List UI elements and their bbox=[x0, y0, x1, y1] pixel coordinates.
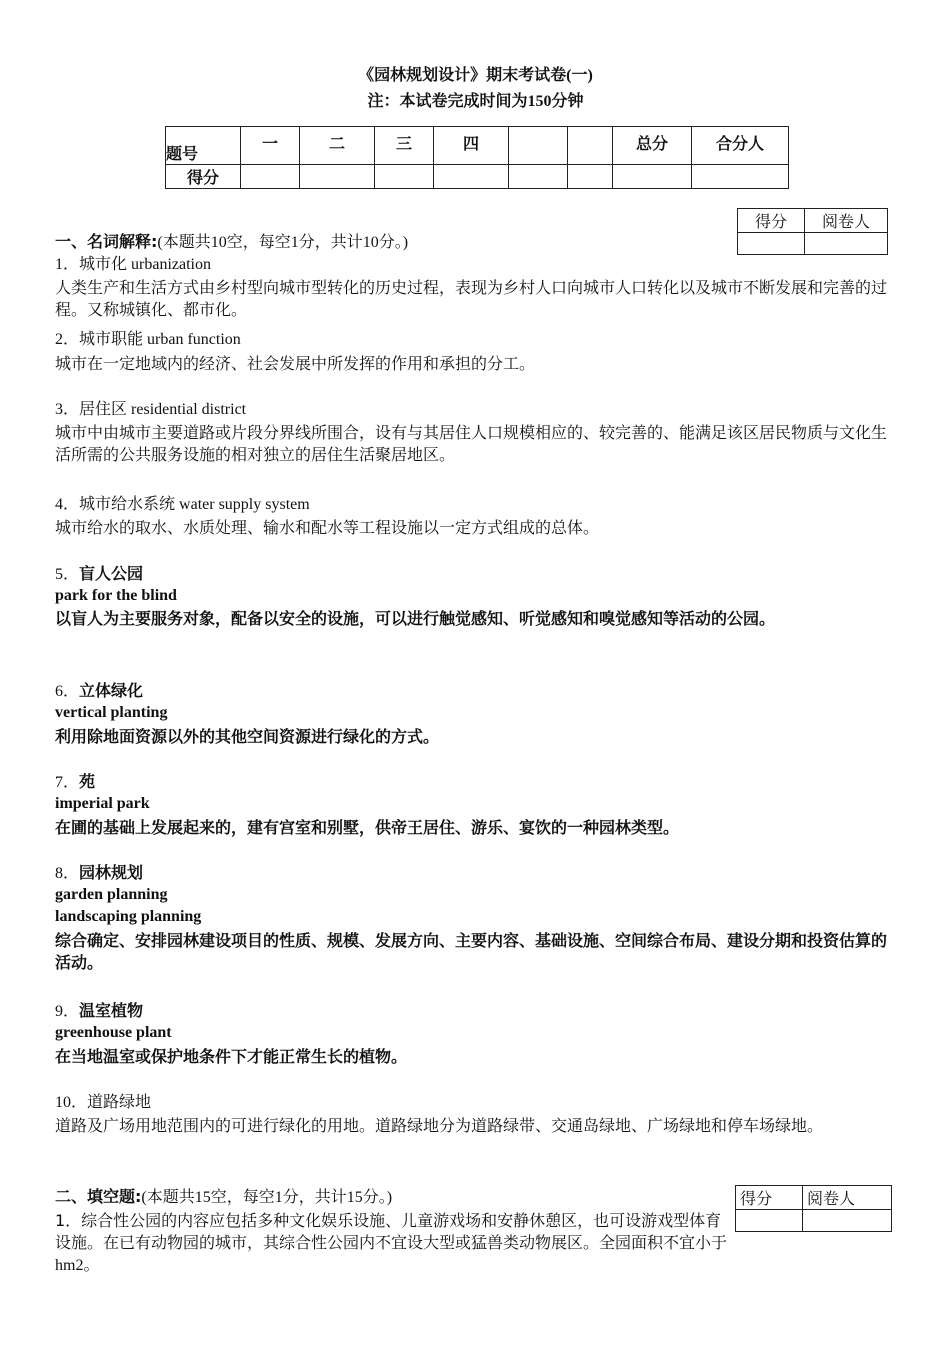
score-cell[interactable] bbox=[568, 165, 613, 189]
section2-title: 二、填空题: bbox=[55, 1187, 142, 1206]
exam-note: 注：本试卷完成时间为150分钟 bbox=[367, 93, 584, 110]
definition-5: 以盲人为主要服务对象，配备以安全的设施，可以进行触觉感知、听觉感知和嗅觉感知等活动的公园。 bbox=[55, 609, 776, 628]
definition-10: 道路及广场用地范围内的可进行绿化的用地。道路绿地分为道路绿带、交通岛绿地、广场绿地和停车场绿地。 bbox=[55, 1116, 824, 1135]
term-5: 5．盲人公园 bbox=[55, 564, 144, 583]
score-cell[interactable] bbox=[375, 165, 434, 189]
definition-6: 利用除地面资源以外的其他空间资源进行绿化的方式。 bbox=[55, 727, 440, 746]
grader-box-1 bbox=[737, 208, 888, 255]
exam-title: 《园林规划设计》期末考试卷(一) bbox=[358, 67, 593, 84]
col-2: 二 bbox=[300, 127, 375, 165]
term-8-en2: landscaping planning bbox=[55, 908, 202, 925]
score-label: 得分 bbox=[166, 165, 241, 189]
definition-2: 城市在一定地域内的经济、社会发展中所发挥的作用和承担的分工。 bbox=[55, 354, 536, 373]
grader-box-2 bbox=[735, 1185, 892, 1232]
definition-7: 在圃的基础上发展起来的，建有宫室和别墅，供帝王居住、游乐、宴饮的一种园林类型。 bbox=[55, 818, 680, 837]
term-9-en: greenhouse plant bbox=[55, 1024, 172, 1041]
grader-score-cell[interactable] bbox=[738, 233, 805, 255]
term-9: 9．温室植物 bbox=[55, 1001, 144, 1020]
section1-heading bbox=[55, 229, 408, 252]
term-8-en: garden planning bbox=[55, 886, 168, 903]
score-cell[interactable] bbox=[434, 165, 509, 189]
fill-question-1: 1．综合性公园的内容应包括多种文化娱乐设施、儿童游戏场和安静休憩区，也可设游戏型体育设施。在已有动物园的城市，其综合性公园内不宜设大型或猛兽类动物展区。全园面积不宜小于 hm2。 bbox=[55, 1211, 728, 1274]
section1-info: (本题共10空，每空1分，共计10分。) bbox=[157, 234, 409, 251]
term-1: 1．城市化 urbanization bbox=[55, 254, 211, 273]
col-3: 三 bbox=[375, 127, 434, 165]
grader-score-cell[interactable] bbox=[736, 1210, 803, 1232]
score-table bbox=[165, 126, 789, 189]
term-4: 4．城市给水系统 water supply system bbox=[55, 494, 310, 513]
grader-reviewer-label: 阅卷人 bbox=[805, 209, 888, 233]
term-10: 10．道路绿地 bbox=[55, 1092, 152, 1111]
definition-9: 在当地温室或保护地条件下才能正常生长的植物。 bbox=[55, 1047, 408, 1066]
term-8: 8．园林规划 bbox=[55, 863, 144, 882]
col-total: 总分 bbox=[613, 127, 692, 165]
term-3: 3．居住区 residential district bbox=[55, 399, 247, 418]
col-combiner: 合分人 bbox=[692, 127, 789, 165]
grader-score-label: 得分 bbox=[738, 209, 805, 233]
col-1: 一 bbox=[241, 127, 300, 165]
definition-8: 综合确定、安排园林建设项目的性质、规模、发展方向、主要内容、基础设施、空间综合布局、建设分期和投资估算的活动。 bbox=[55, 931, 888, 972]
question-number-label: 题号 bbox=[166, 127, 241, 165]
definition-1: 人类生产和生活方式由乡村型向城市型转化的历史过程，表现为乡村人口向城市人口转化以及城市不断发展和完善的过程。又称城镇化、都市化。 bbox=[55, 278, 888, 319]
definition-3: 城市中由城市主要道路或片段分界线所围合，设有与其居住人口规模相应的、较完善的、能满足该区居民物质与文化生活所需的公共服务设施的相对独立的居住生活聚居地区。 bbox=[55, 423, 888, 464]
score-cell[interactable] bbox=[692, 165, 789, 189]
score-cell[interactable] bbox=[509, 165, 568, 189]
term-7-en: imperial park bbox=[55, 795, 150, 812]
score-cell[interactable] bbox=[300, 165, 375, 189]
term-5-en: park for the blind bbox=[55, 587, 177, 604]
definition-4: 城市给水的取水、水质处理、输水和配水等工程设施以一定方式组成的总体。 bbox=[55, 518, 600, 537]
term-7: 7．苑 bbox=[55, 772, 96, 791]
grader-reviewer-cell[interactable] bbox=[803, 1210, 892, 1232]
term-6-en: vertical planting bbox=[55, 704, 168, 721]
grader-reviewer-cell[interactable] bbox=[805, 233, 888, 255]
col-5 bbox=[509, 127, 568, 165]
col-4: 四 bbox=[434, 127, 509, 165]
term-6: 6．立体绿化 bbox=[55, 681, 144, 700]
grader-score-label: 得分 bbox=[736, 1186, 803, 1210]
score-cell[interactable] bbox=[613, 165, 692, 189]
section2-info: (本题共15空，每空1分，共计15分。) bbox=[141, 1189, 393, 1206]
col-6 bbox=[568, 127, 613, 165]
section1-title: 一、名词解释: bbox=[55, 232, 158, 251]
grader-reviewer-label: 阅卷人 bbox=[803, 1186, 892, 1210]
score-cell[interactable] bbox=[241, 165, 300, 189]
section2-heading bbox=[55, 1184, 392, 1207]
term-2: 2．城市职能 urban function bbox=[55, 329, 241, 348]
